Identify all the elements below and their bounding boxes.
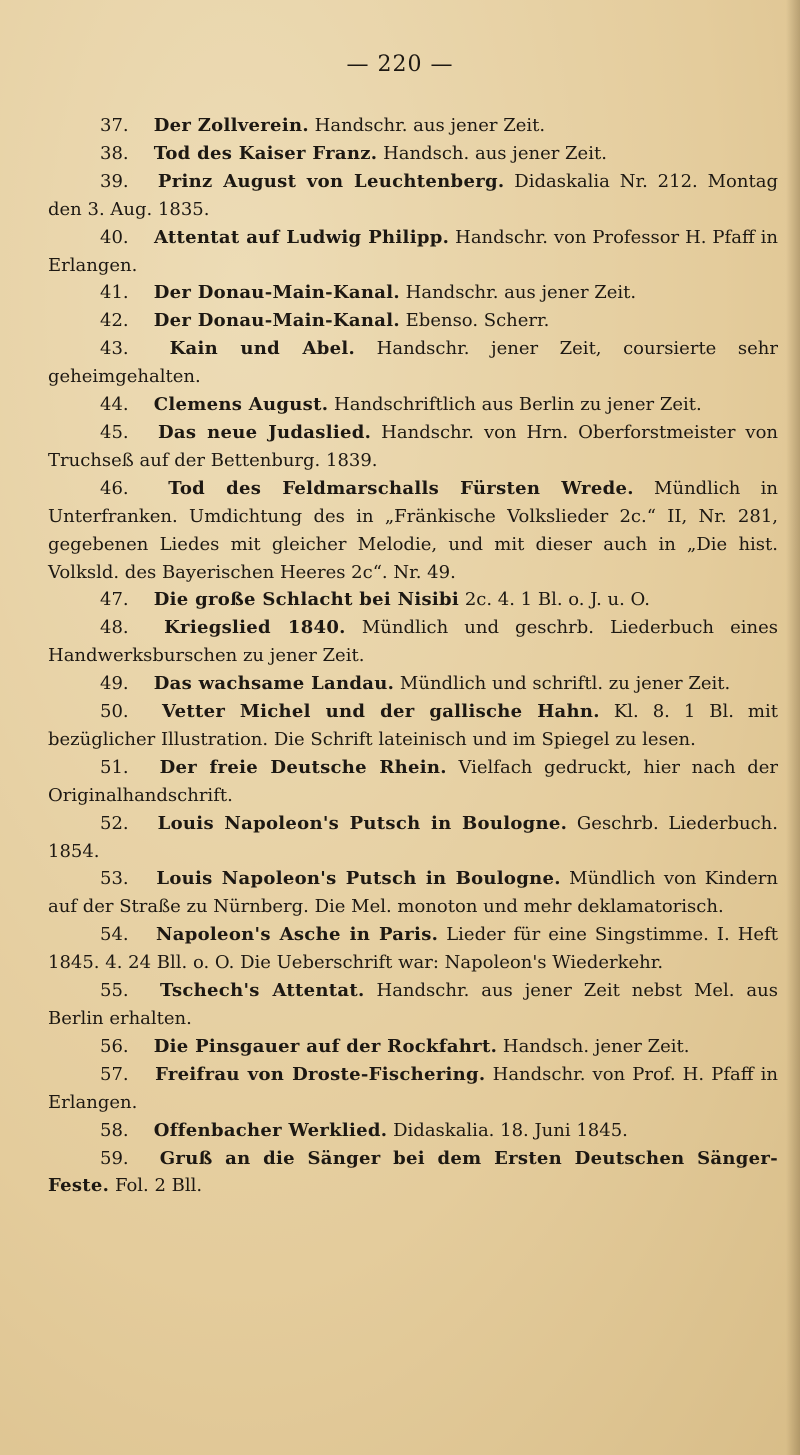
entry-title: Die große Schlacht bei Nisibi [153,589,460,611]
list-item [48,614,778,670]
entry-title: Freifrau von Droste-Fischering. [155,1063,486,1085]
list-item [48,1117,778,1145]
entry-number: 39. [100,170,129,192]
list-item [48,391,778,419]
entry-note: Didaskalia Nr. 212. Montag den 3. Aug. 1835. [48,170,778,220]
entry-note: Mündlich in Unterfranken. Umdichtung des in „Fränkische Volkslieder 2c.“ II, Nr. 281, gegebenen Liedes mit gleicher Melodie, und mit dieser auch in „Die hist. Volksld. des Bayerischen Heeres 2c“. Nr. 49. [48,477,778,583]
entry-number: 49. [100,673,129,695]
list-item [48,670,778,698]
entry-title: Der Donau-Main-Kanal. [153,310,400,332]
entry-note: Handschr. von Prof. H. Pfaff in Erlangen. [48,1063,778,1113]
list-item [48,112,778,140]
entry-number: 54. [100,924,129,946]
entry-title: Der Donau-Main-Kanal. [153,282,400,304]
list-item [48,921,778,977]
entry-note: Mündlich von Kindern auf der Straße zu Nürnberg. Die Mel. monoton und mehr deklamatorisch. [48,868,778,918]
entry-note: Handsch. jener Zeit. [502,1035,690,1057]
list-item [48,335,778,391]
entry-title: Das wachsame Landau. [153,673,395,695]
entry-note: Handschr. aus jener Zeit. [314,115,546,136]
entry-number: 44. [100,394,129,416]
entry-note: Handschr. von Professor H. Pfaff in Erlangen. [48,226,779,276]
page-edge-shadow [786,0,800,1455]
entry-note: Lieder für eine Singstimme. I. Heft 1845. 4. 24 Bll. o. O. Die Ueberschrift war: Napoleon's Wiederkehr. [48,924,778,974]
entry-title: Offenbacher Werklied. [153,1119,388,1141]
entry-title: Clemens August. [153,394,329,416]
entry-number: 47. [100,589,129,611]
list-item [48,1033,778,1061]
entry-number: 57. [100,1063,129,1085]
entry-title: Der freie Deutsche Rhein. [159,756,447,778]
list-item [48,419,778,475]
entry-note: Geschrb. Liederbuch. 1854. [48,812,778,862]
entry-number: 38. [100,142,129,164]
entry-note: Handsch. aus jener Zeit. [383,142,607,164]
entry-number: 51. [100,756,129,778]
entry-number: 53. [100,868,129,890]
entry-note: Handschr. jener Zeit, coursierte sehr geheimgehalten. [48,338,778,388]
entry-title: Tod des Kaiser Franz. [153,142,378,164]
entry-title: Louis Napoleon's Putsch in Boulogne. [156,868,561,890]
list-item [48,977,778,1033]
list-item [48,475,778,587]
list-item [48,279,778,307]
entry-number: 40. [100,226,129,248]
entry-note: Mündlich und geschrb. Liederbuch eines Handwerksburschen zu jener Zeit. [48,617,778,667]
entry-number: 45. [100,421,129,443]
entry-number: 46. [100,477,129,499]
list-item [48,168,778,224]
entry-title: Kain und Abel. [169,338,356,360]
list-item [48,307,778,335]
entry-note: Mündlich und schriftl. zu jener Zeit. [399,673,731,695]
entry-number: 42. [100,310,129,332]
entry-number: 59. [100,1147,129,1169]
entry-note: Ebenso. Scherr. [405,310,550,332]
entry-number: 43. [100,338,129,360]
entry-title: Tod des Feldmarschalls Fürsten Wrede. [168,477,634,499]
entry-note: Vielfach gedruckt, hier nach der Originalhandschrift. [48,756,778,806]
entry-number: 37. [100,115,129,136]
entry-note: Kl. 8. 1 Bl. mit bezüglicher Illustration. Die Schrift lateinisch und im Spiegel zu lesen. [48,701,778,750]
entry-note: Handschriftlich aus Berlin zu jener Zeit. [334,394,702,416]
entry-note: 2c. 4. 1 Bl. o. J. u. O. [464,589,650,611]
list-item [48,140,778,168]
page-number: — 220 — [346,52,454,77]
entry-title: Prinz August von Leuchtenberg. [157,170,505,192]
entry-number: 52. [100,812,129,834]
entry-number: 41. [100,282,129,304]
entry-note: Fol. 2 Bll. [114,1175,203,1197]
entry-number: 55. [100,980,129,1002]
list-item [48,1061,778,1117]
list-item [48,1145,778,1201]
entry-title: Tschech's Attentat. [159,980,365,1002]
entry-title: Napoleon's Asche in Paris. [156,924,439,946]
list-item [48,754,778,810]
entry-number: 56. [100,1035,129,1057]
entry-title: Attentat auf Ludwig Philipp. [153,226,450,248]
entry-note: Handschr. aus jener Zeit nebst Mel. aus Berlin erhalten. [48,980,778,1029]
entry-title: Kriegslied 1840. [164,617,346,639]
entry-list [48,112,778,1200]
list-item [48,865,778,921]
entry-number: 58. [100,1119,129,1141]
list-item [48,586,778,614]
list-item [48,698,778,754]
entry-title: Der Zollverein. [153,115,309,136]
entry-note: Handschr. aus jener Zeit. [405,282,637,304]
list-item [48,810,778,866]
list-item [48,224,778,280]
entry-title: Louis Napoleon's Putsch in Boulogne. [157,812,568,834]
entry-title: Die Pinsgauer auf der Rockfahrt. [153,1035,498,1057]
entry-note: Handschr. von Hrn. Oberforstmeister von Truchseß auf der Bettenburg. 1839. [48,421,778,471]
entry-number: 50. [100,701,129,723]
entry-note: Didaskalia. 18. Juni 1845. [393,1119,628,1141]
entry-number: 48. [100,617,129,639]
entry-title: Gruß an die Sänger bei dem Ersten Deutschen Sänger-Feste. [48,1147,778,1197]
entry-title: Vetter Michel und der gallische Hahn. [161,701,600,723]
entry-title: Das neue Judaslied. [157,421,372,443]
